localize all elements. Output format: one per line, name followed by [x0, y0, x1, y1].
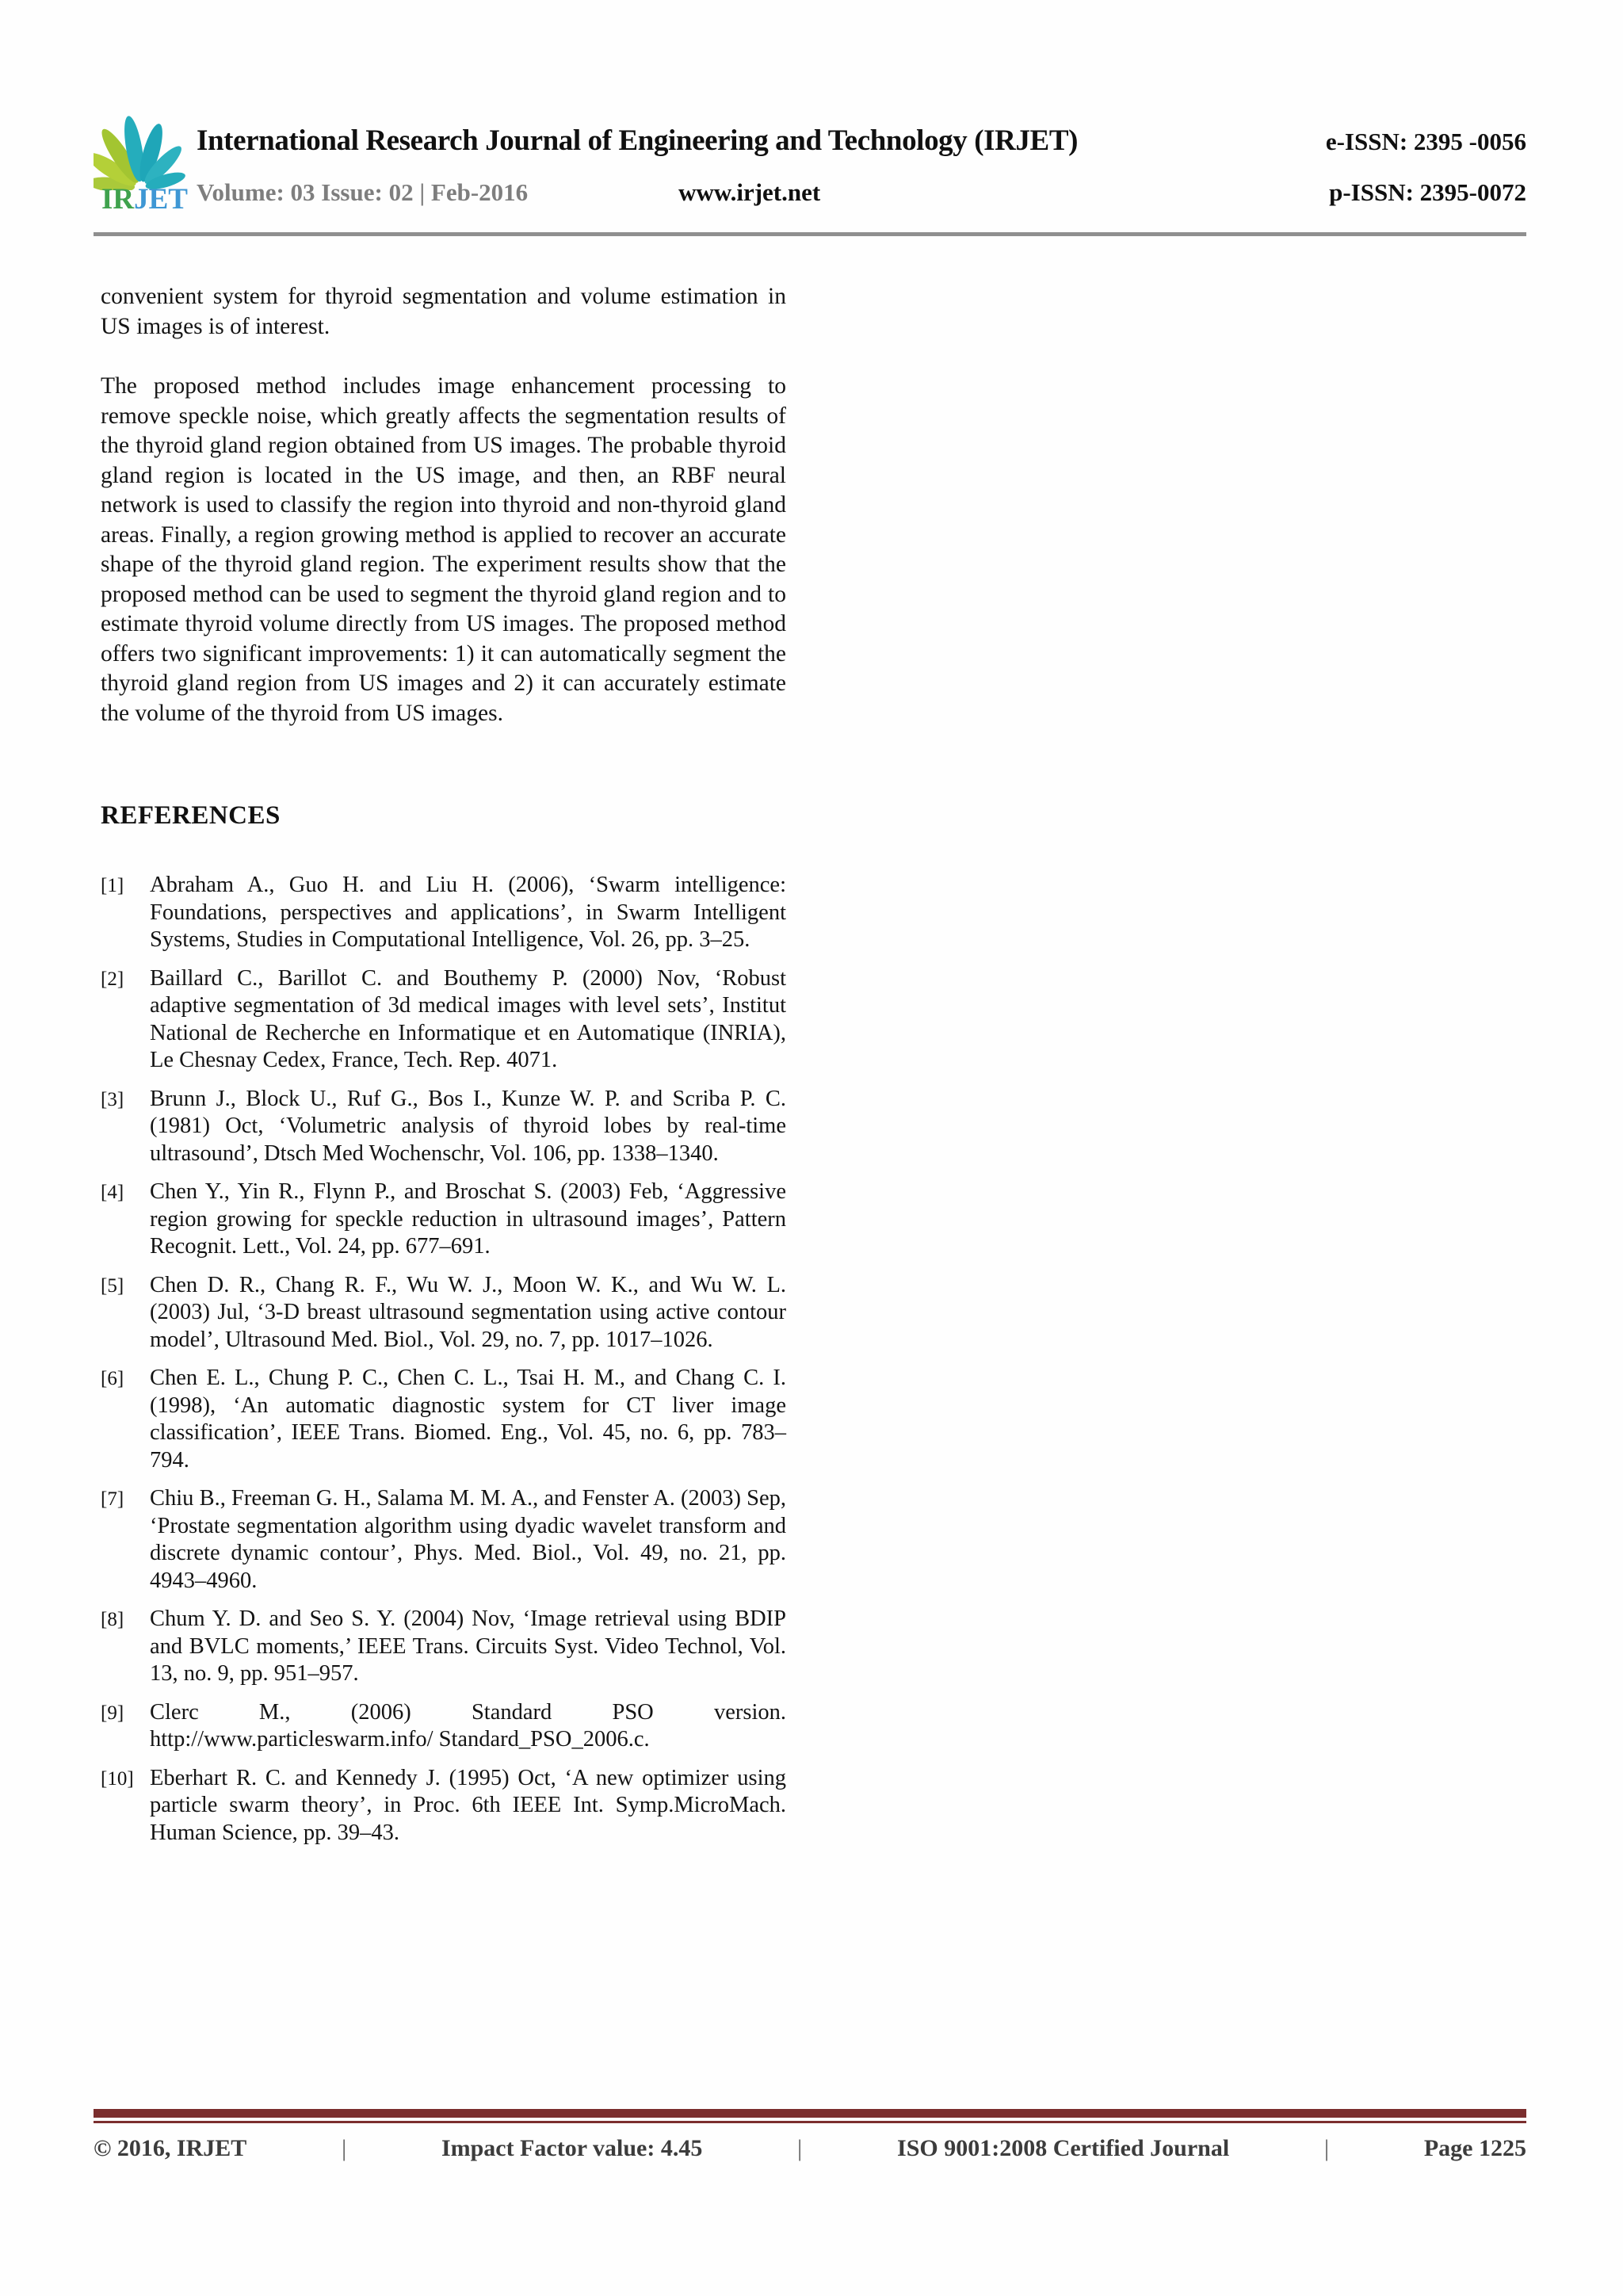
reference-number: [10]	[101, 1767, 134, 1790]
reference-item	[101, 965, 786, 1075]
journal-title: International Research Journal of Engineering and Technology (IRJET)	[197, 124, 1079, 157]
footer-divider-thick-line	[94, 2109, 1526, 2118]
footer-iso-certification: ISO 9001:2008 Certified Journal	[897, 2135, 1230, 2161]
reference-number: [8]	[101, 1609, 124, 1630]
footer-divider	[94, 2109, 1526, 2123]
reference-text: Chen E. L., Chung P. C., Chen C. L., Tsai H. M., and Chang C. I. (1998), ‘An automatic diagnostic system for CT liver image classification’, IEEE Trans. Biomed. Eng., Vol. 45, no. 6, pp. 783–794.	[150, 1366, 786, 1473]
reference-text: Baillard C., Barillot C. and Bouthemy P. (2000) Nov, ‘Robust adaptive segmentation of 3d medical images with level sets’, Institut National de Recherche en Informatique et en Automatique (INRIA), Le Chesnay Cedex, France, Tech. Rep. 4071.	[150, 965, 786, 1072]
reference-text: Clerc M., (2006) Standard PSO version. http://www.particleswarm.info/ Standard_PSO_2006.c.	[150, 1699, 786, 1752]
paragraph: The proposed method includes image enhancement processing to remove speckle noise, which greatly affects the segmentation results of the thyroid gland region obtained from US images. The probable thyroid gland region is located in the US image, and then, an RBF neural network is used to classify the region into thyroid and non-thyroid gland areas. Finally, a region growing method is applied to recover an accurate shape of the thyroid gland region. The experiment results show that the proposed method can be used to segment the thyroid gland region and to estimate thyroid volume directly from US images. The proposed method offers two significant improvements: 1) it can automatically segment the thyroid gland region from US images and 2) it can accurately estimate the volume of the thyroid from US images.	[101, 373, 786, 726]
reference-text: Chiu B., Freeman G. H., Salama M. M. A., and Fenster A. (2003) Sep, ‘Prostate segmentation algorithm using dyadic wavelet transform and discrete dynamic contour’, Phys. Med. Biol., Vol. 49, no. 21, pp. 4943–4960.	[150, 1486, 786, 1593]
reference-item	[101, 1606, 786, 1688]
reference-text: Chen Y., Yin R., Flynn P., and Broschat S. (2003) Feb, ‘Aggressive region growing for speckle reduction in ultrasound images’, Pattern Recognit. Lett., Vol. 24, pp. 677–691.	[150, 1179, 786, 1259]
reference-item	[101, 1699, 786, 1754]
page-footer	[94, 2135, 1526, 2162]
reference-number: [1]	[101, 875, 124, 896]
header-meta-row	[197, 178, 1526, 207]
reference-text: Abraham A., Guo H. and Liu H. (2006), ‘Swarm intelligence: Foundations, perspectives and applications’, in Swarm Intelligent Systems, Studies in Computational Intelligence, Vol. 26, pp. 3–25.	[150, 873, 786, 952]
references-list	[101, 872, 786, 1847]
leaf-fan-icon	[94, 111, 195, 190]
irjet-logo	[94, 111, 195, 216]
reference-text: Eberhart R. C. and Kennedy J. (1995) Oct, ‘A new optimizer using particle swarm theory’, in Proc. 6th IEEE Int. Symp.MicroMach. Human Science, pp. 39–43.	[150, 1765, 786, 1845]
header-title-row	[197, 124, 1526, 158]
reference-item	[101, 1272, 786, 1354]
reference-item	[101, 1765, 786, 1847]
footer-separator: |	[797, 2135, 803, 2161]
page-header	[94, 111, 1526, 216]
reference-text: Chen D. R., Chang R. F., Wu W. J., Moon W. K., and Wu W. L. (2003) Jul, ‘3-D breast ultrasound segmentation using active contour model’, Ultrasound Med. Biol., Vol. 29, no. 7, pp. 1017–1026.	[150, 1272, 786, 1352]
logo-jet-text: JET	[134, 183, 188, 216]
reference-number: [2]	[101, 968, 124, 990]
reference-number: [4]	[101, 1182, 124, 1203]
reference-number: [3]	[101, 1088, 124, 1110]
leaf-fan-svg	[94, 111, 192, 190]
reference-text: Brunn J., Block U., Ruf G., Bos I., Kunze W. P. and Scriba P. C. (1981) Oct, ‘Volumetric analysis of thyroid lobes by real-time ultrasound’, Dtsch Med Wochenschr, Vol. 106, pp. 1338–1340.	[150, 1086, 786, 1166]
p-issn: p-ISSN: 2395-0072	[1329, 178, 1526, 206]
reference-number: [9]	[101, 1702, 124, 1724]
reference-item	[101, 1365, 786, 1474]
logo-ir-text: IR	[101, 183, 135, 216]
header-divider	[94, 232, 1526, 236]
reference-item	[101, 1179, 786, 1261]
volume-issue: Volume: 03 Issue: 02 | Feb-2016	[197, 178, 529, 206]
logo-wordmark	[101, 182, 195, 216]
footer-copyright: © 2016, IRJET	[94, 2135, 247, 2161]
footer-separator: |	[342, 2135, 347, 2161]
footer-impact-factor: Impact Factor value: 4.45	[441, 2135, 703, 2161]
reference-number: [7]	[101, 1488, 124, 1510]
journal-website: www.irjet.net	[678, 178, 821, 206]
reference-item	[101, 872, 786, 954]
paragraph: convenient system for thyroid segmentation and volume estimation in US images is of interest.	[101, 284, 786, 339]
reference-item	[101, 1485, 786, 1595]
reference-item	[101, 1086, 786, 1168]
article-column	[101, 282, 786, 1847]
footer-page-number: Page 1225	[1423, 2135, 1526, 2161]
reference-text: Chum Y. D. and Seo S. Y. (2004) Nov, ‘Image retrieval using BDIP and BVLC moments,’ IEEE Trans. Circuits Syst. Video Technol, Vol. 13, no. 9, pp. 951–957.	[150, 1606, 786, 1686]
reference-number: [5]	[101, 1274, 124, 1297]
reference-number: [6]	[101, 1368, 124, 1389]
header-text-block	[195, 111, 1526, 207]
references-heading: REFERENCES	[101, 801, 281, 830]
footer-separator: |	[1324, 2135, 1330, 2161]
footer-divider-thin-line	[94, 2121, 1526, 2123]
e-issn: e-ISSN: 2395 -0056	[1325, 128, 1526, 155]
